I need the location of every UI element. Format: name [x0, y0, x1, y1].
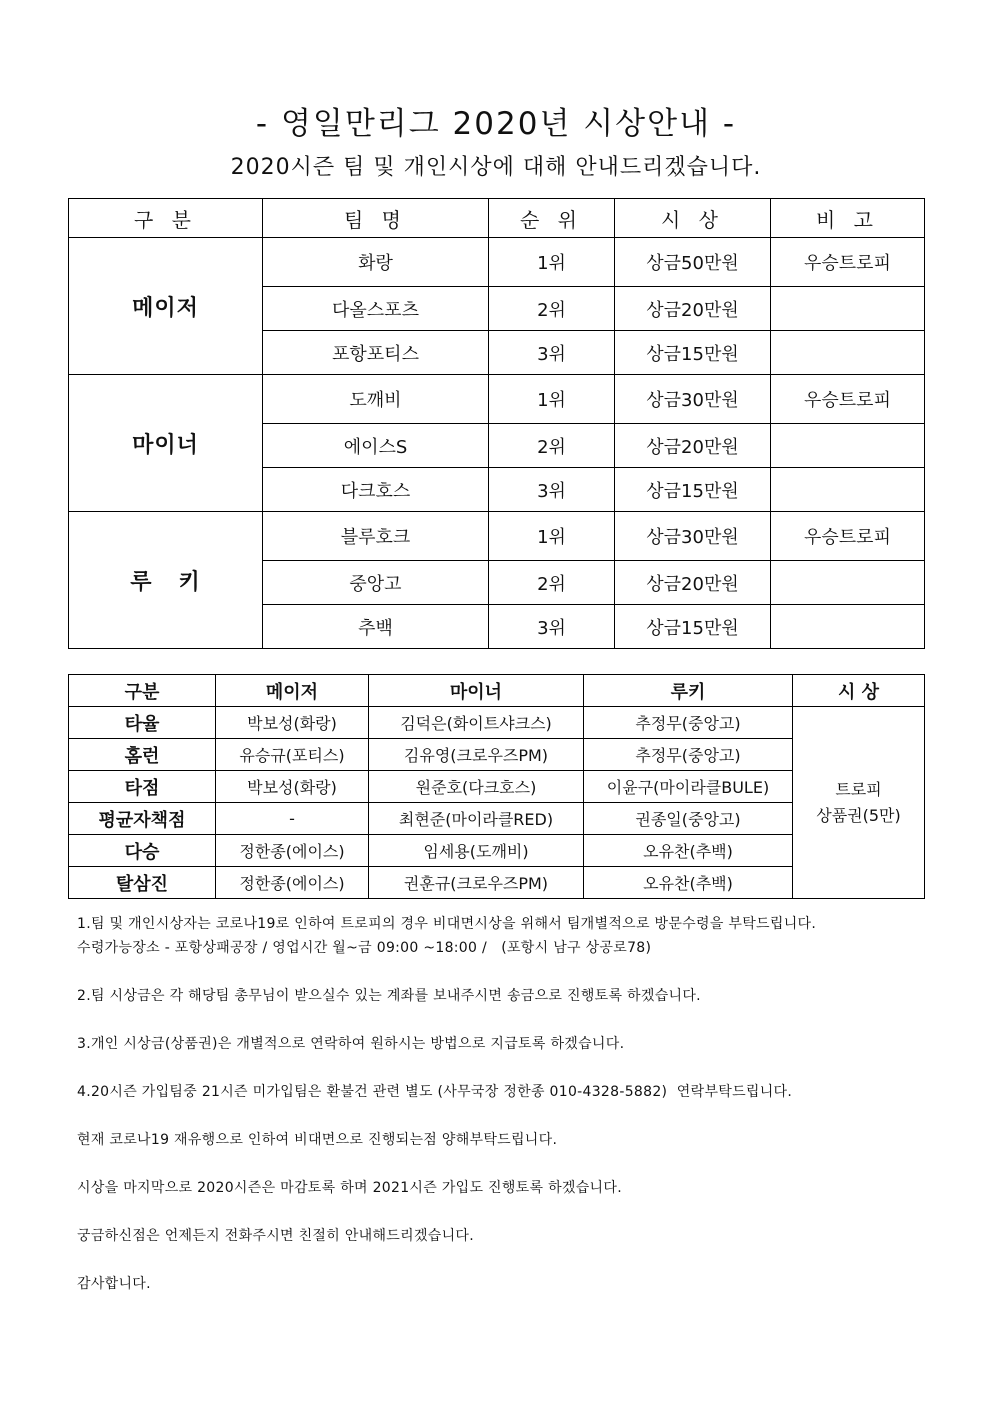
team-name-cell: 다올스포츠 [263, 287, 489, 331]
rookie-cell: 추정무(중앙고) [584, 707, 793, 739]
rank-cell: 2위 [489, 287, 615, 331]
division-cell: 마이너 [69, 375, 263, 512]
minor-cell: 김덕은(화이트샤크스) [369, 707, 584, 739]
note-cell [771, 468, 925, 512]
header-division: 구 분 [69, 199, 263, 238]
minor-cell: 권훈규(크로우즈PM) [369, 867, 584, 899]
minor-cell: 원준호(다크호스) [369, 771, 584, 803]
team-name-cell: 다크호스 [263, 468, 489, 512]
table-row [69, 238, 925, 287]
major-cell: 유승규(포티스) [216, 739, 369, 771]
prize-cell: 상금15만원 [615, 605, 771, 649]
page-subtitle: 2020시즌 팀 및 개인시상에 대해 안내드리겠습니다. [230, 155, 762, 180]
major-cell: - [216, 803, 369, 835]
prize-cell: 상금15만원 [615, 331, 771, 375]
note-cell [771, 424, 925, 468]
rank-cell: 2위 [489, 424, 615, 468]
rank-cell: 1위 [489, 238, 615, 287]
major-cell: 정한종(에이스) [216, 835, 369, 867]
prize-cell: 상금20만원 [615, 424, 771, 468]
note-2: 2.팀 시상금은 각 해당팀 총무님이 받으실수 있는 계좌를 보내주시면 송금으로 진행토록 하겠습니다. [77, 988, 701, 1004]
note-3: 3.개인 시상금(상품권)은 개별적으로 연락하여 원하시는 방법으로 지급토록 하겠습니다. [77, 1036, 625, 1052]
division-cell: 루 키 [69, 512, 263, 649]
note-7: 궁금하신점은 언제든지 전화주시면 친절히 안내해드리겠습니다. [77, 1228, 474, 1244]
note-cell [771, 605, 925, 649]
note-1: 1.팀 및 개인시상자는 코로나19로 인하여 트로피의 경우 비대면시상을 위해서 팀개별적으로 방문수령을 부탁드립니다. [77, 916, 817, 932]
prize-cell: 상금50만원 [615, 238, 771, 287]
note-5: 현재 코로나19 재유행으로 인하여 비대면으로 진행되는점 양해부탁드립니다. [77, 1132, 558, 1148]
note-4: 4.20시즌 가입팀중 21시즌 미가입팀은 환불건 관련 별도 (사무국장 정한종 010-4328-5882) 연락부탁드립니다. [77, 1084, 793, 1100]
prize-cell: 상금30만원 [615, 375, 771, 424]
table-header-row [69, 199, 925, 238]
rank-cell: 3위 [489, 468, 615, 512]
minor-cell: 김유영(크로우즈PM) [369, 739, 584, 771]
note-cell: 우승트로피 [771, 238, 925, 287]
note-6: 시상을 마지막으로 2020시즌은 마감토록 하며 2021시즌 가입도 진행토록 하겠습니다. [77, 1180, 622, 1196]
header-category: 구분 [69, 675, 216, 707]
table-row [69, 707, 925, 739]
minor-cell: 최현준(마이라클RED) [369, 803, 584, 835]
note-cell: 우승트로피 [771, 512, 925, 561]
note-cell [771, 287, 925, 331]
rank-cell: 3위 [489, 605, 615, 649]
prize-cell: 상금30만원 [615, 512, 771, 561]
header-rookie: 루키 [584, 675, 793, 707]
team-name-cell: 화랑 [263, 238, 489, 287]
team-award-table [68, 198, 925, 649]
category-cell: 평균자책점 [69, 803, 216, 835]
header-major: 메이저 [216, 675, 369, 707]
prize-cell: 상금20만원 [615, 561, 771, 605]
note-1-location: 수령가능장소 - 포항상패공장 / 영업시간 월~금 09:00 ~18:00 / (포항시 남구 상공로78) [77, 940, 652, 956]
notes-section [77, 912, 937, 1296]
major-cell: 정한종(에이스) [216, 867, 369, 899]
award-cell [793, 707, 925, 899]
individual-award-table [68, 674, 925, 899]
team-name-cell: 추백 [263, 605, 489, 649]
rookie-cell: 오유찬(추백) [584, 835, 793, 867]
minor-cell: 임세용(도깨비) [369, 835, 584, 867]
note-cell [771, 331, 925, 375]
page-title: - 영일만리그 2020년 시상안내 - [255, 106, 737, 142]
prize-cell: 상금15만원 [615, 468, 771, 512]
team-name-cell: 도깨비 [263, 375, 489, 424]
note-cell: 우승트로피 [771, 375, 925, 424]
category-cell: 타점 [69, 771, 216, 803]
header-team: 팀 명 [263, 199, 489, 238]
category-cell: 홈런 [69, 739, 216, 771]
rank-cell: 2위 [489, 561, 615, 605]
note-cell [771, 561, 925, 605]
header-rank: 순 위 [489, 199, 615, 238]
table-header-row [69, 675, 925, 707]
team-name-cell: 에이스S [263, 424, 489, 468]
award-line-2: 상품권(5만) [816, 805, 901, 825]
team-name-cell: 포항포티스 [263, 331, 489, 375]
major-cell: 박보성(화랑) [216, 707, 369, 739]
rank-cell: 1위 [489, 375, 615, 424]
rookie-cell: 이윤구(마이라클BULE) [584, 771, 793, 803]
rank-cell: 3위 [489, 331, 615, 375]
category-cell: 다승 [69, 835, 216, 867]
rookie-cell: 오유찬(추백) [584, 867, 793, 899]
rank-cell: 1위 [489, 512, 615, 561]
header-award: 시 상 [793, 675, 925, 707]
category-cell: 타율 [69, 707, 216, 739]
team-name-cell: 중앙고 [263, 561, 489, 605]
rookie-cell: 추정무(중앙고) [584, 739, 793, 771]
header-prize: 시 상 [615, 199, 771, 238]
header-minor: 마이너 [369, 675, 584, 707]
category-cell: 탈삼진 [69, 867, 216, 899]
table-row [69, 512, 925, 561]
prize-cell: 상금20만원 [615, 287, 771, 331]
note-8: 감사합니다. [77, 1276, 151, 1292]
award-line-1: 트로피 [835, 779, 882, 799]
team-name-cell: 블루호크 [263, 512, 489, 561]
rookie-cell: 권종일(중앙고) [584, 803, 793, 835]
major-cell: 박보성(화랑) [216, 771, 369, 803]
table-row [69, 375, 925, 424]
header-note: 비 고 [771, 199, 925, 238]
division-cell: 메이저 [69, 238, 263, 375]
